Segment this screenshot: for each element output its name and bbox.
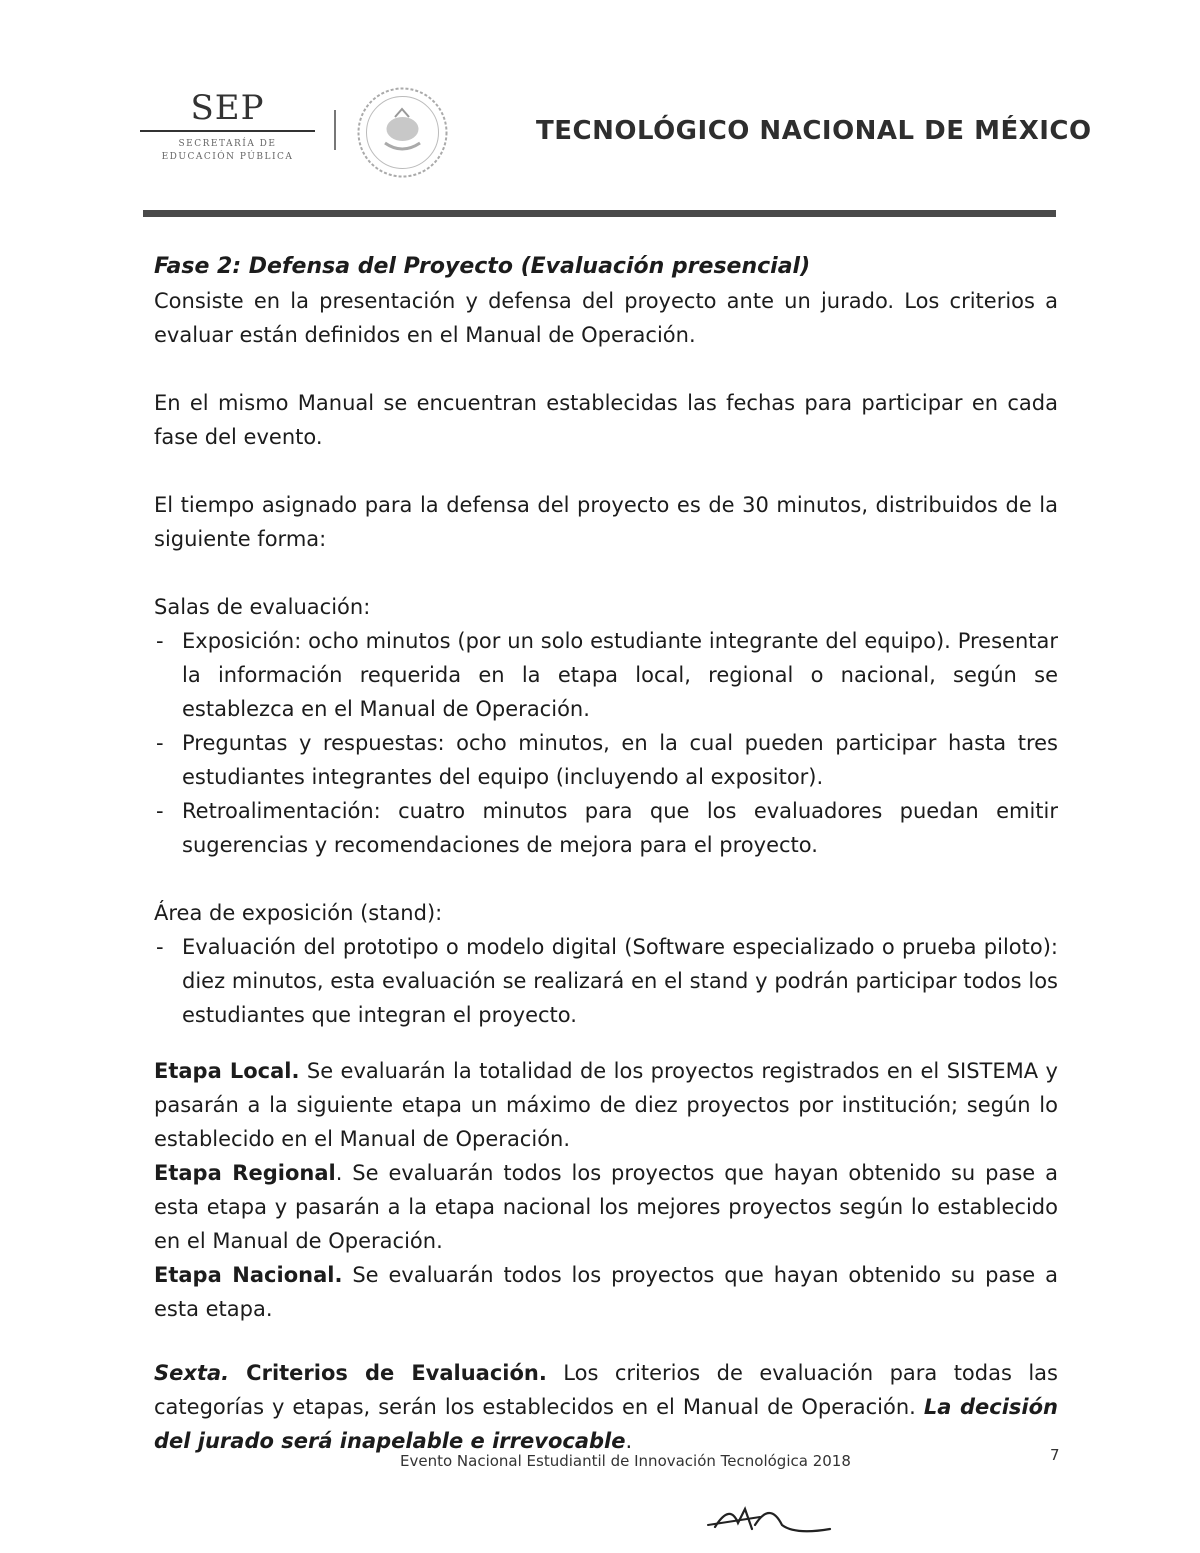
criterios-text: Los criterios de evaluación para todas las categorías y etapas, serán los establecidos en el Manual de Operación. bbox=[154, 1361, 1058, 1419]
sexta-paragraph bbox=[154, 1356, 1058, 1458]
area-label: Área de exposición (stand): bbox=[154, 901, 443, 925]
institution-title: TECNOLÓGICO NACIONAL DE MÉXICO bbox=[536, 116, 1092, 146]
salas-label: Salas de evaluación: bbox=[154, 595, 371, 619]
sexta-label: Sexta. bbox=[154, 1361, 230, 1385]
etapa-regional-text: . Se evaluarán todos los proyectos que hayan obtenido su pase a esta etapa y pasarán a la etapa nacional los mejores proyectos según lo establecido en el Manual de Operación. bbox=[154, 1161, 1058, 1253]
sep-logo-rule bbox=[140, 130, 315, 132]
etapa-local-text: Se evaluarán la totalidad de los proyectos registrados en el SISTEMA y pasarán a la siguiente etapa un máximo de diez proyectos por institución; según lo establecido en el Manual de Operación. bbox=[154, 1059, 1058, 1151]
decision-text: La decisión del jurado será inapelable e irrevocable bbox=[154, 1395, 1058, 1453]
etapa-nacional-paragraph bbox=[154, 1258, 1058, 1326]
etapa-regional-label: Etapa Regional bbox=[154, 1161, 336, 1185]
signature-icon bbox=[700, 1495, 850, 1540]
tiempo-paragraph: El tiempo asignado para la defensa del proyecto es de 30 minutos, distribuidos de la siguiente forma: bbox=[154, 493, 1058, 551]
header-divider-bar bbox=[143, 210, 1056, 217]
sep-logo-subtitle-2: EDUCACIÓN PÚBLICA bbox=[161, 152, 294, 162]
sep-logo-subtitle-1: SECRETARÍA DE bbox=[178, 139, 277, 149]
sep-logo-title: SEP bbox=[190, 88, 265, 128]
criterios-label: Criterios de Evaluación. bbox=[229, 1361, 547, 1385]
etapa-local-paragraph bbox=[154, 1054, 1058, 1156]
etapa-nacional-text: Se evaluarán todos los proyectos que hayan obtenido su pase a esta etapa. bbox=[154, 1263, 1058, 1321]
list-item: - Retroalimentación: cuatro minutos para que los evaluadores puedan emitir sugerencias y recomendaciones de mejora para el proyecto. bbox=[154, 794, 1058, 862]
footer-event-name: Evento Nacional Estudiantil de Innovación Tecnológica 2018 bbox=[400, 1452, 851, 1470]
fase2-heading: Fase 2: Defensa del Proyecto (Evaluación presencial) bbox=[154, 254, 811, 279]
list-item: - Preguntas y respuestas: ocho minutos, en la cual pueden participar hasta tres estudiantes integrantes del equipo (incluyendo al expositor). bbox=[154, 726, 1058, 794]
page-header bbox=[0, 0, 1200, 230]
manual-paragraph: En el mismo Manual se encuentran establecidas las fechas para participar en cada fase del evento. bbox=[154, 391, 1058, 449]
etapa-nacional-label: Etapa Nacional. bbox=[154, 1263, 343, 1287]
area-list bbox=[154, 930, 1058, 1032]
etapa-local-label: Etapa Local. bbox=[154, 1059, 300, 1083]
sep-logo bbox=[140, 88, 315, 164]
page-number: 7 bbox=[1050, 1446, 1060, 1464]
list-item: - Exposición: ocho minutos (por un solo estudiante integrante del equipo). Presentar la información requerida en la etapa local, regional o nacional, según se establezca en el Manual de Operación. bbox=[154, 624, 1058, 726]
document-body bbox=[154, 250, 1058, 1458]
logo-divider bbox=[334, 110, 336, 150]
salas-list bbox=[154, 624, 1058, 862]
fase2-paragraph: Consiste en la presentación y defensa del proyecto ante un jurado. Los criterios a evaluar están definidos en el Manual de Operación. bbox=[154, 289, 1058, 347]
national-seal-icon bbox=[355, 85, 450, 180]
list-item: - Evaluación del prototipo o modelo digital (Software especializado o prueba piloto): diez minutos, esta evaluación se realizará en el stand y podrán participar todos los estudiantes que integran el proyecto. bbox=[154, 930, 1058, 1032]
decision-end: . bbox=[625, 1429, 633, 1453]
etapa-regional-paragraph bbox=[154, 1156, 1058, 1258]
